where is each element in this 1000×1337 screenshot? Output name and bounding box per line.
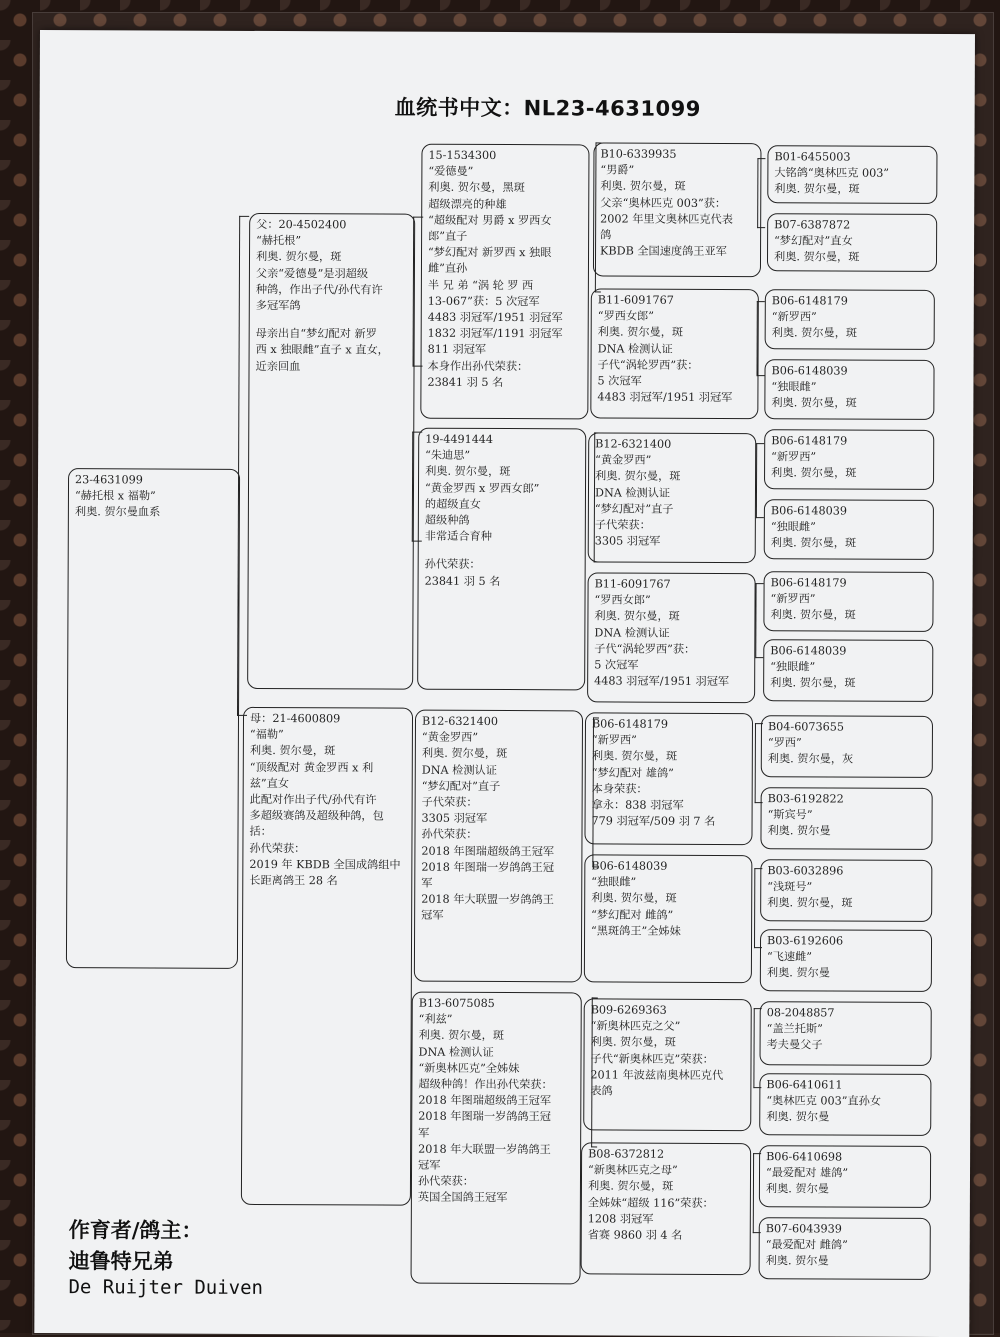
text-line: 23-4631099: [75, 473, 143, 487]
text-line: 冠军: [418, 1158, 441, 1172]
pedigree-box-ggp-3: [588, 432, 757, 563]
text-line: 利奥. 贺尔曼，斑: [600, 179, 686, 194]
text-line: B12-6321400: [421, 714, 499, 729]
text-line: “飞速雌”: [766, 950, 813, 964]
text-line: 利奥. 贺尔曼，斑: [774, 182, 860, 196]
text-line: 13-067”获：5 次冠军: [427, 294, 540, 309]
text-line: 3305 羽冠军: [421, 811, 488, 826]
pedigree-box-ggp-4: [587, 572, 756, 703]
text-line: B06-6148039: [770, 644, 847, 658]
text-line: “盖兰托斯”: [766, 1022, 823, 1036]
pedigree-box-grandsire-maternal: [414, 710, 583, 983]
pedigree-box-gggp-5: [764, 429, 934, 490]
pedigree-box-granddam-paternal: [417, 428, 586, 691]
text-line: 利奥. 贺尔曼，斑: [421, 747, 508, 761]
text-line: “福勒”: [249, 728, 284, 742]
pedigree-box-dam: [241, 707, 413, 1206]
text-line: 23841 羽 5 名: [424, 574, 501, 588]
text-line: “独眼雌”: [770, 660, 816, 674]
text-line: “赫托根”: [256, 234, 302, 248]
text-line: “新奥林匹克之母”: [588, 1163, 678, 1177]
pedigree-box-gggp-3: [765, 289, 935, 350]
text-line: 子代“涡轮罗西”获：: [597, 358, 699, 372]
text-line: B03-6192822: [767, 792, 844, 806]
text-line: 利奥. 贺尔曼，斑: [255, 250, 342, 264]
text-line: B03-6192606: [767, 934, 844, 948]
text-line: “新罗西”: [591, 733, 637, 747]
text-line: 4483 羽冠军/1951 羽冠军: [427, 310, 563, 325]
text-line: 利奥. 贺尔曼: [766, 1110, 830, 1124]
text-line: 利奥. 贺尔曼，斑: [595, 469, 681, 484]
text-line: 利奥. 贺尔曼，斑: [597, 325, 684, 340]
text-line: “罗西”: [767, 736, 802, 750]
text-line: “顶级配对 黄金罗西 x 利: [249, 760, 374, 775]
text-line: B09-6269363: [590, 1003, 667, 1017]
spacer: [425, 545, 579, 558]
text-line: 冠军: [421, 909, 444, 923]
pedigree-box-ggp-6: [584, 854, 753, 983]
text-line: 19-4491444: [425, 432, 494, 446]
text-line: 郎”直子: [428, 229, 468, 243]
text-line: 利奥. 贺尔曼，斑: [770, 536, 857, 550]
text-line: 考夫曼父子: [766, 1038, 823, 1052]
text-line: 利奥. 贺尔曼，斑: [773, 250, 860, 264]
text-line: 超级种鸽: [424, 513, 470, 527]
text-line: “超级配对 男爵 x 罗西女: [428, 213, 552, 228]
text-line: 3305 羽冠军: [594, 534, 661, 548]
text-line: 2018 年大联盟一岁鸽鸽王: [418, 1142, 551, 1157]
text-line: “新罗西”: [770, 592, 816, 606]
text-line: “黄金罗西”: [595, 453, 652, 467]
pedigree-box-granddam-maternal: [411, 992, 582, 1285]
pedigree-box-subject: [66, 468, 240, 969]
text-line: “梦幻配对 雌鸽”: [591, 908, 674, 922]
pedigree-box-sire: [247, 213, 415, 690]
text-line: 利奥. 贺尔曼，斑: [770, 676, 856, 690]
pedigree-box-gggp-14: [759, 1073, 931, 1136]
text-line: “浅斑号”: [767, 880, 813, 894]
text-line: 军: [418, 1126, 430, 1140]
text-line: B11-6091767: [594, 577, 671, 591]
text-line: 利奥. 贺尔曼，斑: [771, 326, 858, 340]
text-line: DNA 检测认证: [597, 342, 673, 356]
text-line: B06-6148039: [591, 859, 668, 873]
text-line: 西 x 独眼雌”直子 x 直女，: [255, 343, 389, 357]
text-line: “利兹”: [418, 1012, 453, 1027]
text-line: “斯宾号”: [767, 808, 813, 822]
text-line: “罗西女郎”: [594, 593, 651, 607]
text-line: 半 兄 弟 “涡 轮 罗 西: [427, 278, 534, 292]
text-line: 1832 羽冠军/1191 羽冠军: [427, 326, 563, 341]
text-line: 5 次冠军: [597, 374, 642, 388]
pedigree-box-ggp-5: [584, 712, 753, 845]
text-line: 孙代荣获：: [249, 841, 306, 855]
text-line: DNA 检测认证: [418, 1045, 494, 1059]
text-line: “黄金罗西 x 罗西女郎”: [424, 481, 540, 495]
text-line: “新奥林匹克之父”: [590, 1019, 681, 1034]
connector: [756, 443, 764, 518]
pedigree-box-gggp-7: [763, 571, 933, 632]
text-line: “独眼雌”: [771, 380, 817, 394]
text-line: 利奥. 贺尔曼，斑: [594, 609, 680, 624]
text-line: 种鸽，作出子代/孙代有许: [255, 282, 383, 297]
text-line: “梦幻配对”直女: [774, 234, 853, 248]
text-line: “独眼雌”: [770, 520, 816, 534]
pedigree-box-gggp-10: [760, 787, 932, 850]
text-line: “男爵”: [600, 163, 635, 177]
pedigree-box-gggp-11: [760, 859, 932, 922]
text-line: “奥林匹克 003”直孙女: [766, 1094, 882, 1108]
text-line: 多冠军鸽: [255, 298, 301, 313]
text-line: 父：20-4502400: [256, 217, 347, 232]
text-line: 子代荣获：: [421, 795, 478, 809]
text-line: 本身作出孙代荣获：: [427, 359, 529, 373]
text-line: 利奥. 贺尔曼，斑: [587, 1179, 674, 1194]
text-line: 2018 年大联盟一岁鸽鸽王: [421, 892, 554, 907]
text-line: 利奥. 贺尔曼血系: [74, 505, 161, 519]
text-line: 省赛 9860 羽 4 名: [587, 1228, 683, 1242]
connector: [755, 583, 763, 658]
text-line: 父亲“奥林匹克 003”获：: [600, 196, 727, 210]
text-line: 利奥. 贺尔曼，斑: [591, 749, 678, 764]
spacer: [256, 314, 408, 327]
text-line: “最爱配对 雄鸽”: [765, 1166, 849, 1180]
text-line: 超级种鸽！作出孙代荣获：: [418, 1077, 553, 1092]
text-line: 4483 羽冠军/1951 羽冠军: [594, 674, 730, 689]
text-line: B06-6410698: [766, 1150, 843, 1164]
text-line: 利奥. 贺尔曼，斑: [591, 891, 677, 906]
text-line: “最爱配对 雌鸽”: [765, 1238, 848, 1252]
pedigree-box-ggp-2: [590, 288, 759, 419]
text-line: 军: [421, 876, 433, 890]
breeder-name-cn: 迪鲁特兄弟: [68, 1249, 174, 1274]
pedigree-box-gggp-6: [764, 499, 934, 560]
text-line: “梦幻配对 新罗西 x 独眼: [428, 245, 552, 260]
text-line: 利奥. 贺尔曼，斑: [249, 744, 336, 758]
text-line: 兹”直女: [249, 776, 290, 790]
pedigree-box-gggp-1: [767, 145, 937, 204]
pedigree-box-ggp-1: [593, 142, 762, 277]
text-line: 2018 年图瑞一岁鸽鸽王冠: [418, 1110, 552, 1124]
pedigree-box-gggp-8: [763, 639, 933, 702]
text-line: B07-6387872: [774, 218, 851, 232]
text-line: 2002 年里文奥林匹克代表: [600, 212, 733, 226]
text-line: “梦幻配对”直子: [421, 779, 501, 793]
text-line: 利奥. 贺尔曼，黑斑: [428, 181, 525, 195]
text-line: 利奥. 贺尔曼: [767, 824, 831, 838]
text-line: KBDB 全国速度鸽王亚军: [600, 244, 727, 259]
text-line: B10-6339935: [600, 147, 677, 161]
text-line: 超级漂亮的种雄: [428, 197, 507, 211]
pedigree-box-gggp-9: [761, 715, 933, 778]
text-line: B03-6032896: [767, 864, 844, 878]
pedigree-box-gggp-4: [764, 359, 934, 420]
text-line: 母：21-4600809: [249, 711, 341, 726]
text-line: 子代“新奥林匹克”荣获：: [590, 1052, 714, 1066]
text-line: 子代“涡轮罗西”获：: [594, 642, 696, 656]
text-line: 英国全国鸽王冠军: [417, 1191, 508, 1205]
pedigree-box-ggp-7: [583, 998, 752, 1131]
text-line: “新罗西”: [771, 310, 817, 324]
text-line: 多超级赛鸽及超级种鸽，包: [249, 809, 384, 823]
text-line: 括：: [249, 825, 272, 839]
text-line: B04-6073655: [767, 720, 845, 734]
text-line: “朱迪思”: [425, 448, 471, 463]
text-line: 孙代荣获：: [417, 1174, 474, 1189]
text-line: 孙代荣获：: [424, 558, 481, 572]
text-line: “梦幻配对 雄鸽”: [591, 766, 674, 780]
text-line: 长距离鸽王 28 名: [249, 873, 338, 888]
text-line: 1208 羽冠军: [587, 1212, 654, 1226]
pedigree-box-gggp-13: [759, 1001, 931, 1066]
text-line: 2011 年波兹南奥林匹克代: [590, 1068, 724, 1082]
text-line: “爱德曼”: [428, 164, 474, 179]
text-line: 利奥. 贺尔曼，斑: [767, 896, 853, 910]
text-line: 非常适合育种: [424, 529, 492, 544]
text-line: 利奥. 贺尔曼: [766, 966, 830, 980]
pedigree-box-gggp-15: [759, 1145, 931, 1208]
text-line: 利奥. 贺尔曼: [765, 1254, 829, 1268]
breeder-label: 作育者/鸽主：: [68, 1218, 203, 1243]
text-line: 本身荣获：: [591, 782, 648, 796]
text-line: 近亲回血: [255, 359, 301, 373]
pedigree-box-grandsire-paternal: [420, 144, 589, 420]
pedigree-box-gggp-12: [760, 929, 932, 992]
text-line: 779 羽冠军/509 羽 7 名: [591, 814, 716, 829]
text-line: B06-6148039: [770, 504, 847, 518]
text-line: B06-6148179: [770, 576, 847, 590]
text-line: B06-6148179: [771, 294, 848, 308]
text-line: “新奥林匹克”全姊妹: [418, 1061, 520, 1075]
text-line: “独眼雌”: [591, 875, 637, 889]
text-line: 父亲“爱德曼”是羽超级: [255, 266, 369, 281]
text-line: B06-6148039: [771, 364, 848, 378]
text-line: 孙代荣获：: [421, 828, 478, 842]
pedigree-box-gggp-16: [759, 1217, 931, 1280]
text-line: B07-6043939: [765, 1222, 842, 1236]
breeder-name-en: De Ruijter Duiven: [68, 1276, 264, 1299]
text-line: 子代荣获：: [594, 518, 651, 532]
text-line: 5 次冠军: [594, 658, 639, 672]
text-line: B13-6075085: [418, 996, 495, 1010]
text-line: 雌”直孙: [427, 262, 468, 276]
text-line: 2019 年 KBDB 全国成鸽组中: [249, 857, 401, 872]
text-line: “罗西女郎”: [597, 309, 654, 323]
text-line: 拿永：838 羽冠军: [591, 798, 684, 812]
text-line: 2018 年图瑞超级鸽王冠军: [418, 1093, 552, 1108]
text-line: 15-1534300: [428, 148, 497, 162]
text-line: B06-6148179: [591, 717, 669, 731]
text-line: 利奥. 贺尔曼，斑: [418, 1029, 505, 1043]
text-line: B12-6321400: [595, 437, 672, 451]
text-line: DNA 检测认证: [594, 486, 671, 500]
text-line: 利奥. 贺尔曼，灰: [767, 752, 854, 766]
text-line: DNA 检测认证: [594, 626, 670, 640]
text-line: 的超级直女: [424, 497, 481, 511]
text-line: “黑斑鸽王”全姊妹: [591, 924, 681, 938]
text-line: 4483 羽冠军/1951 羽冠军: [597, 390, 733, 405]
text-line: B06-6410611: [766, 1078, 843, 1092]
text-line: 鸽: [600, 228, 612, 242]
page-title: 血统书中文：NL23-4631099: [394, 95, 701, 121]
text-line: “新罗西”: [771, 450, 817, 464]
text-line: DNA 检测认证: [421, 763, 497, 777]
text-line: 利奥. 贺尔曼，斑: [425, 465, 511, 479]
text-line: 利奥. 贺尔曼，斑: [770, 608, 856, 622]
text-line: 08-2048857: [766, 1006, 835, 1020]
pedigree-box-ggp-8: [581, 1142, 752, 1275]
text-line: “梦幻配对”直子: [594, 502, 674, 516]
text-line: B11-6091767: [597, 293, 674, 307]
text-line: 23841 羽 5 名: [427, 375, 504, 389]
text-line: “黄金罗西”: [421, 730, 479, 745]
pedigree-sheet: [34, 30, 975, 1337]
text-line: 利奥. 贺尔曼，斑: [771, 396, 857, 410]
text-line: 此配对作出子代/孙代有许: [249, 792, 377, 807]
text-line: 2018 年图瑞一岁鸽鸽王冠: [421, 860, 555, 875]
text-line: 2018 年图瑞超级鸽王冠军: [421, 844, 555, 858]
pedigree-box-gggp-2: [767, 213, 937, 272]
text-line: B06-6148179: [771, 434, 848, 448]
text-line: 利奥. 贺尔曼: [765, 1182, 830, 1196]
text-line: 利奥. 贺尔曼，斑: [771, 466, 857, 480]
text-line: B01-6455003: [774, 150, 851, 164]
text-line: B08-6372812: [588, 1147, 665, 1161]
text-line: 811 羽冠军: [427, 343, 487, 357]
text-line: 母亲出自“梦幻配对 新罗: [255, 327, 377, 341]
text-line: “赫托根 x 福勒”: [74, 489, 156, 503]
text-line: 全姊妹“超级 116”荣获：: [587, 1196, 714, 1210]
text-line: 表鸽: [590, 1084, 613, 1098]
text-line: 利奥. 贺尔曼，斑: [590, 1035, 677, 1050]
text-line: 大铭鸽“奥林匹克 003”: [774, 166, 890, 180]
